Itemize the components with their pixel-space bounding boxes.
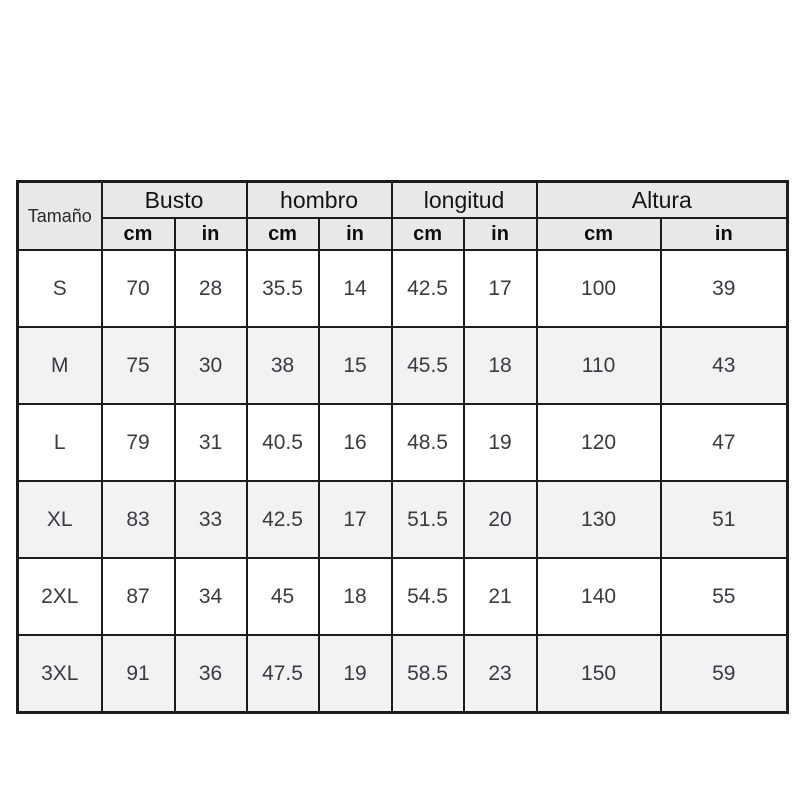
table-row <box>18 327 788 404</box>
unit-header-cell: cm <box>537 218 661 250</box>
measurement-cell: 30 <box>175 327 247 404</box>
measurement-cell: 70 <box>102 250 175 327</box>
group-header-hombro: hombro <box>247 182 392 219</box>
measurement-cell: 87 <box>102 558 175 635</box>
measurement-cell: 150 <box>537 635 661 713</box>
measurement-cell: 17 <box>464 250 537 327</box>
table-row <box>18 404 788 481</box>
measurement-cell: 19 <box>464 404 537 481</box>
table-row <box>18 558 788 635</box>
group-header-row <box>18 182 788 219</box>
group-header-altura: Altura <box>537 182 788 219</box>
measurement-cell: 110 <box>537 327 661 404</box>
measurement-cell: 79 <box>102 404 175 481</box>
measurement-cell: 18 <box>319 558 392 635</box>
measurement-cell: 15 <box>319 327 392 404</box>
measurement-cell: 23 <box>464 635 537 713</box>
measurement-cell: 47.5 <box>247 635 319 713</box>
unit-header-cell: cm <box>247 218 319 250</box>
measurement-cell: 19 <box>319 635 392 713</box>
size-label-cell: 2XL <box>18 558 102 635</box>
measurement-cell: 14 <box>319 250 392 327</box>
size-label-cell: M <box>18 327 102 404</box>
size-label-cell: XL <box>18 481 102 558</box>
measurement-cell: 16 <box>319 404 392 481</box>
measurement-cell: 35.5 <box>247 250 319 327</box>
measurement-cell: 45.5 <box>392 327 464 404</box>
unit-header-cell: in <box>319 218 392 250</box>
unit-header-cell: in <box>661 218 788 250</box>
measurement-cell: 51 <box>661 481 788 558</box>
measurement-cell: 42.5 <box>247 481 319 558</box>
measurement-cell: 18 <box>464 327 537 404</box>
group-header-longitud: longitud <box>392 182 537 219</box>
size-chart-table <box>16 180 789 714</box>
measurement-cell: 55 <box>661 558 788 635</box>
size-label-cell: L <box>18 404 102 481</box>
unit-header-cell: in <box>464 218 537 250</box>
table-row <box>18 635 788 713</box>
measurement-cell: 33 <box>175 481 247 558</box>
table-row <box>18 481 788 558</box>
measurement-cell: 28 <box>175 250 247 327</box>
group-header-busto: Busto <box>102 182 247 219</box>
measurement-cell: 59 <box>661 635 788 713</box>
measurement-cell: 120 <box>537 404 661 481</box>
measurement-cell: 36 <box>175 635 247 713</box>
measurement-cell: 31 <box>175 404 247 481</box>
unit-header-cell: cm <box>102 218 175 250</box>
unit-header-cell: in <box>175 218 247 250</box>
measurement-cell: 54.5 <box>392 558 464 635</box>
measurement-cell: 58.5 <box>392 635 464 713</box>
measurement-cell: 21 <box>464 558 537 635</box>
size-label-cell: S <box>18 250 102 327</box>
measurement-cell: 140 <box>537 558 661 635</box>
measurement-cell: 34 <box>175 558 247 635</box>
unit-header-cell: cm <box>392 218 464 250</box>
measurement-cell: 45 <box>247 558 319 635</box>
measurement-cell: 20 <box>464 481 537 558</box>
measurement-cell: 75 <box>102 327 175 404</box>
measurement-cell: 130 <box>537 481 661 558</box>
measurement-cell: 40.5 <box>247 404 319 481</box>
measurement-cell: 100 <box>537 250 661 327</box>
unit-header-row <box>18 218 788 250</box>
corner-header-cell: Tamaño <box>18 182 102 251</box>
measurement-cell: 43 <box>661 327 788 404</box>
measurement-cell: 51.5 <box>392 481 464 558</box>
measurement-cell: 17 <box>319 481 392 558</box>
measurement-cell: 47 <box>661 404 788 481</box>
table-row <box>18 250 788 327</box>
measurement-cell: 48.5 <box>392 404 464 481</box>
measurement-cell: 42.5 <box>392 250 464 327</box>
measurement-cell: 83 <box>102 481 175 558</box>
size-label-cell: 3XL <box>18 635 102 713</box>
measurement-cell: 38 <box>247 327 319 404</box>
measurement-cell: 39 <box>661 250 788 327</box>
measurement-cell: 91 <box>102 635 175 713</box>
